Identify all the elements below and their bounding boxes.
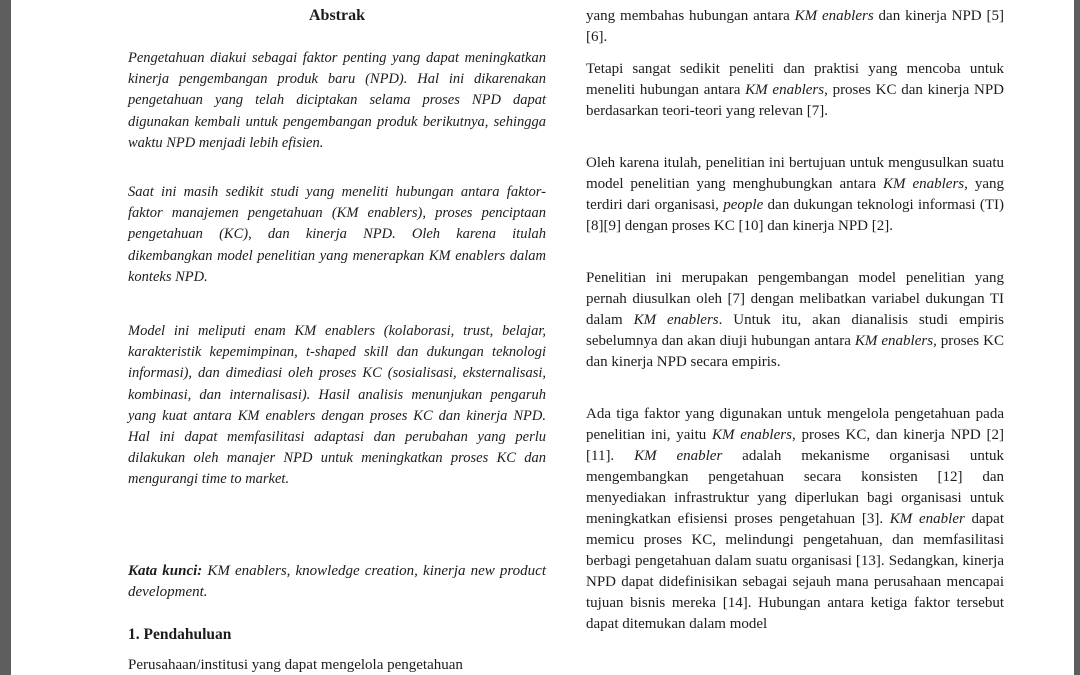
term-km-enablers: KM enablers	[854, 333, 934, 349]
abstract-paragraph-1: Pengetahuan diakui sebagai faktor penting yang dapat meningkatkan kinerja pengembangan produk baru (NPD). Hal ini dikarenakan pengetahuan yang telah diciptakan selama proses NPD dapat digunakan kembali untuk pengembangan produk berikutnya, sehingga waktu NPD menjadi lebih efisien.	[128, 50, 546, 151]
term-km-enabler: KM enabler	[889, 511, 965, 527]
term-people: people	[723, 197, 764, 213]
keywords-text: KM enablers, knowledge creation, kinerja new product development.	[128, 563, 546, 600]
section-heading: 1. Pendahuluan	[128, 626, 232, 643]
body-paragraph-2: Oleh karena itulah, penelitian ini bertujuan untuk mengusulkan suatu model penelitian yang menghubungkan antara KM enablers, yang terdiri dari organisasi, people dan dukungan teknologi informasi (TI) [8][9] dengan proses KC [10] dan kinerja NPD [2].	[586, 155, 1004, 234]
term-km-enablers: KM enablers	[794, 8, 874, 24]
keywords-paragraph	[128, 561, 546, 603]
term-km-enablers: KM enablers	[883, 176, 965, 192]
term-km-enabler: KM enabler	[634, 448, 723, 464]
document-page	[11, 0, 1074, 675]
term-km-enablers: KM enablers	[745, 82, 825, 98]
intro-first-line: Perusahaan/institusi yang dapat mengelola pengetahuan	[128, 657, 463, 673]
term-km-enablers: KM enablers	[633, 312, 719, 328]
keywords-label: Kata kunci:	[128, 563, 203, 579]
abstract-title: Abstrak	[308, 7, 365, 24]
term-km-enablers: KM enablers	[712, 427, 792, 443]
body-paragraph-4: Ada tiga faktor yang digunakan untuk mengelola pengetahuan pada penelitian ini, yaitu KM enablers, proses KC, dan kinerja NPD [2][11]. KM enabler adalah mekanisme organisasi untuk mengembangkan pengetahuan secara konsisten [12] dan menyediakan infrastruktur yang diperlukan bagi organisasi untuk meningkatkan efisiensi proses pengetahuan [3]. KM enabler dapat memicu proses KC, melindungi pengetahuan, dan memfasilitasi berbagi pengetahuan dalam suatu organisasi [13]. Sedangkan, kinerja NPD dapat didefinisikan sebagai sejauh mana perusahaan mencapai tujuan bisnis mereka [14]. Hubungan antara ketiga faktor tersebut dapat ditemukan dalam model	[586, 406, 1005, 632]
body-paragraph-1: Tetapi sangat sedikit peneliti dan praktisi yang mencoba untuk meneliti hubungan antara KM enablers, proses KC dan kinerja NPD berdasarkan teori-teori yang relevan [7].	[586, 61, 1004, 119]
abstract-paragraph-2: Saat ini masih sedikit studi yang meneliti hubungan antara faktor-faktor manajemen pengetahuan (KM enablers), proses penciptaan pengetahuan (KC), dan kinerja NPD. Oleh karena itulah dikembangkan model penelitian yang menerapkan KM enablers dalam konteks NPD.	[128, 184, 546, 285]
body-paragraph-3: Penelitian ini merupakan pengembangan model penelitian yang pernah diusulkan oleh [7] dengan melibatkan variabel dukungan TI dalam KM enablers. Untuk itu, akan dianalisis studi empiris sebelumnya dan akan diuji hubungan antara KM enablers, proses KC dan kinerja NPD secara empiris.	[586, 270, 1004, 370]
abstract-paragraph-3: Model ini meliputi enam KM enablers (kolaborasi, trust, belajar, karakteristik kepemimpinan, t-shaped skill dan dukungan teknologi informasi), dan dimediasi oleh proses KC (sosialisasi, eksternalisasi, kombinasi, dan internalisasi). Hasil analisis menunjukan pengaruh yang kuat antara KM enablers dengan proses KC dan kinerja NPD. Hal ini dapat memfasilitasi adaptasi dan perubahan yang perlu dilakukan oleh manajer NPD untuk meningkatkan proses KC dan mengurangi time to market.	[128, 323, 546, 488]
body-paragraph-0: yang membahas hubungan antara KM enablers dan kinerja NPD [5][6].	[586, 8, 1004, 45]
